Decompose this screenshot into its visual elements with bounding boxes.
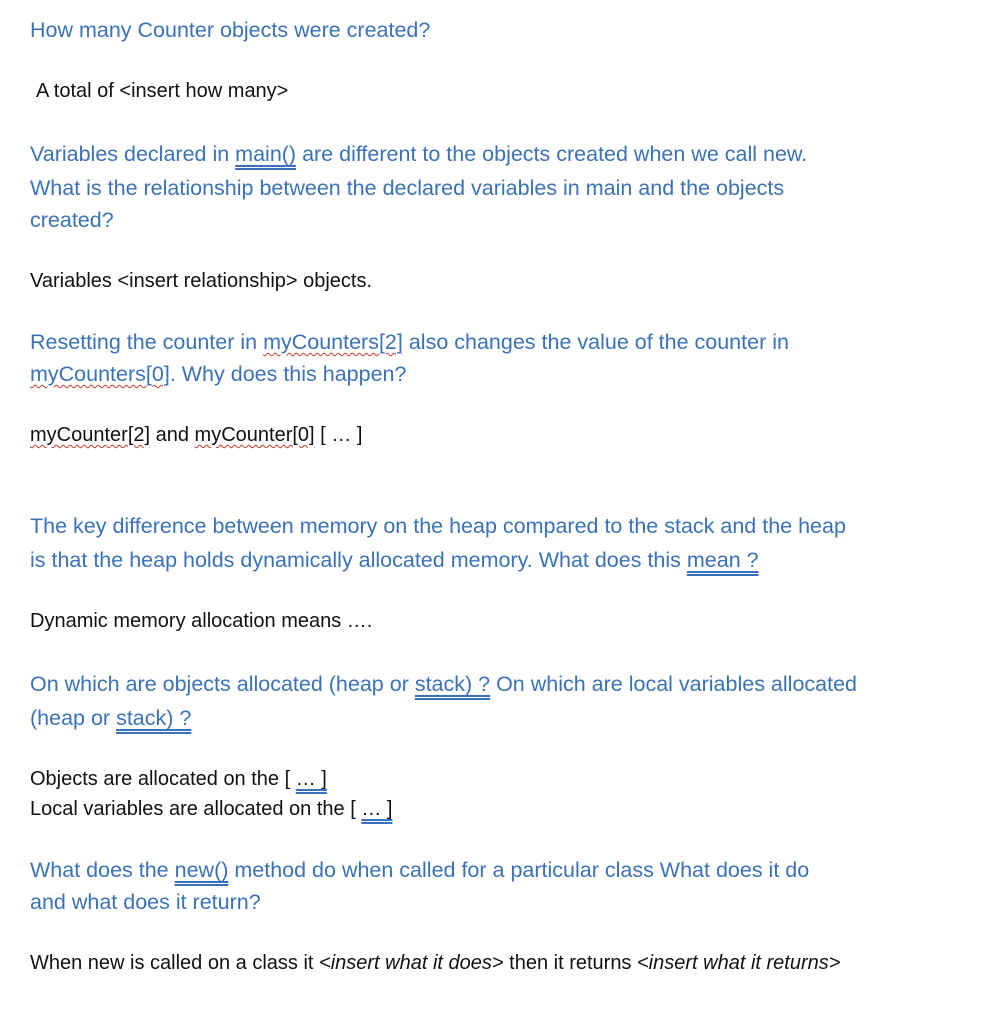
stack-link-2[interactable]: stack) ?: [116, 706, 192, 730]
question-6-text-cont: method do when called for a particular class What does it do: [228, 858, 810, 882]
stack-link-1[interactable]: stack) ?: [414, 672, 491, 696]
answer-6[interactable]: [30, 950, 840, 976]
question-3-text-line-2: . Why does this happen?: [169, 362, 407, 386]
main-method-link[interactable]: main(): [235, 142, 297, 166]
question-6-line-1: [30, 857, 809, 883]
answer-6-does-placeholder[interactable]: <insert what it does>: [319, 952, 504, 974]
answer-6-text[interactable]: When new is called on a class it: [30, 952, 320, 974]
question-3-line-1: [30, 329, 789, 355]
question-4-line-2: [30, 547, 759, 573]
question-5-line-2: [30, 705, 191, 731]
question-6-text: What does the: [30, 858, 175, 882]
question-1: [30, 17, 430, 43]
mean-link[interactable]: mean ?: [686, 548, 759, 572]
answer-3[interactable]: [30, 422, 362, 448]
question-5-text-cont: On which are local variables allocated: [490, 672, 857, 696]
answer-3-text[interactable]: and: [150, 424, 195, 446]
answer-5-line-2[interactable]: [30, 796, 392, 822]
question-1-text: How many Counter objects were created?: [30, 18, 431, 42]
question-2-text-line-2: What is the relationship between the declared variables in main and the objects: [30, 176, 785, 200]
question-2-line-3: [30, 207, 114, 233]
spelling-flag-mycounter-0[interactable]: myCounter[0]: [194, 424, 315, 446]
answer-1-text[interactable]: A total of <insert how many>: [36, 80, 289, 102]
spelling-flag-mycounters-2[interactable]: myCounters[2]: [263, 330, 403, 354]
locals-stack-blank[interactable]: … ]: [361, 798, 393, 820]
answer-2[interactable]: [30, 268, 372, 294]
question-4-line-1: [30, 513, 846, 539]
question-5-text: On which are objects allocated (heap or: [30, 672, 415, 696]
answer-6-text-mid[interactable]: then it returns: [503, 952, 637, 974]
answer-5-text[interactable]: Objects are allocated on the [: [30, 768, 296, 790]
answer-5-text-line-2[interactable]: Local variables are allocated on the [: [30, 798, 362, 820]
question-2-text-cont: are different to the objects created when we call new.: [296, 142, 808, 166]
answer-6-returns-placeholder[interactable]: <insert what it returns>: [637, 952, 841, 974]
objects-heap-blank[interactable]: … ]: [295, 768, 327, 790]
question-4-text: The key difference between memory on the heap compared to the stack and the heap: [30, 514, 846, 538]
question-3-line-2: [30, 361, 406, 387]
answer-2-text[interactable]: Variables <insert relationship> objects.: [30, 270, 373, 292]
answer-4-text[interactable]: Dynamic memory allocation means ….: [30, 610, 373, 632]
question-2-line-1: [30, 141, 807, 167]
question-6-text-line-2: and what does it return?: [30, 890, 261, 914]
question-3-text: Resetting the counter in: [30, 330, 264, 354]
question-3-text-cont: also changes the value of the counter in: [402, 330, 789, 354]
question-4-text-line-2: is that the heap holds dynamically allocated memory. What does this: [30, 548, 687, 572]
answer-5-line-1[interactable]: [30, 766, 327, 792]
answer-1[interactable]: [36, 78, 288, 104]
question-2-line-2: [30, 175, 784, 201]
question-2-text: Variables declared in: [30, 142, 236, 166]
spelling-flag-mycounters-0[interactable]: myCounters[0]: [30, 362, 170, 386]
question-5-line-1: [30, 671, 857, 697]
question-6-line-2: [30, 889, 261, 915]
spelling-flag-mycounter-2[interactable]: myCounter[2]: [30, 424, 151, 446]
question-5-text-line-2: (heap or: [30, 706, 117, 730]
answer-3-text-end[interactable]: [ … ]: [314, 424, 363, 446]
new-method-link[interactable]: new(): [174, 858, 229, 882]
answer-4[interactable]: [30, 608, 372, 634]
question-2-text-line-3: created?: [30, 208, 114, 232]
